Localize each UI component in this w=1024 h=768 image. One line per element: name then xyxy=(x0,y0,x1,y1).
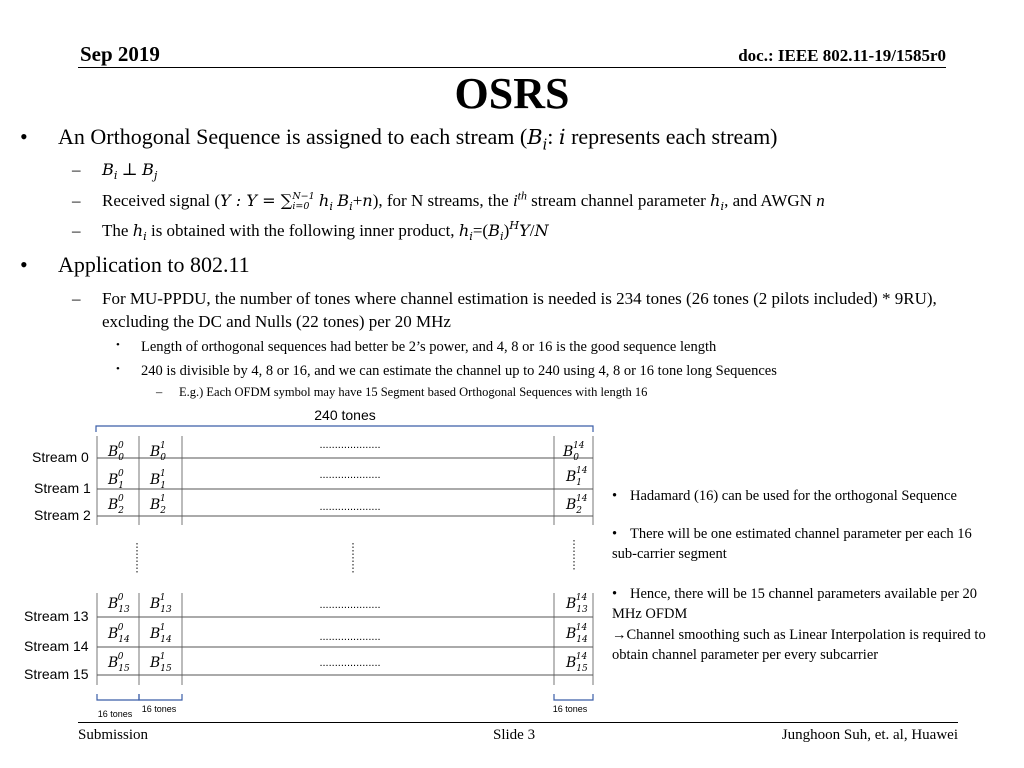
seq-b-2-14: $B_214$ xyxy=(566,494,588,516)
footer-author: Junghoon Suh, et. al, Huawei xyxy=(781,727,958,743)
header-doc-id: doc.: IEEE 802.11-19/1585r0 xyxy=(738,46,946,65)
svg-text:....................: .................... xyxy=(319,631,381,643)
label-16-tones: 16 tones xyxy=(141,704,177,714)
bottom-braces xyxy=(97,694,593,700)
label-240-tones: 240 tones xyxy=(314,407,376,423)
header-date: Sep 2019 xyxy=(80,42,160,66)
seq-b-0-0: $B_00$ xyxy=(108,441,125,463)
label-16-tones: 16 tones xyxy=(552,704,588,714)
note-hadamard: • Hadamard (16) can be used for the orthogonal Sequence xyxy=(612,488,957,504)
svg-text:....................: .................... xyxy=(319,501,381,513)
seq-b-0-1: $B_01$ xyxy=(150,441,167,463)
seq-b-0-14: $B_014$ xyxy=(563,441,585,463)
seq-b-2-1: $B_21$ xyxy=(150,494,167,516)
stream-label: Stream 13 xyxy=(24,608,89,624)
stream-label: Stream 0 xyxy=(32,449,89,465)
sub-bullet-mu-ppdu: – For MU-PPDU, the number of tones where channel estimation is needed is 234 tones (26 tones (2 pilots included) * 9RU), excluding the DC and Nulls (22 tones) per 20 MHz xyxy=(72,289,937,331)
note-channel-smoothing: →Channel smoothing such as Linear Interpolation is required to obtain channel parameter per every subcarrier xyxy=(612,627,986,663)
seq-b-13-1: $B_{13}1$ xyxy=(150,593,172,615)
note-15-parameters: • Hence, there will be 15 channel parameters available per 20 MHz OFDM xyxy=(612,586,978,622)
seq-b-14-1: $B_{14}1$ xyxy=(150,623,172,645)
top-brace xyxy=(96,426,593,432)
stream-rows xyxy=(24,439,593,682)
arrow-right-icon: → xyxy=(612,627,627,643)
note-estimated-parameter: • There will be one estimated channel parameter per each 16 sub-carrier segment xyxy=(612,526,972,562)
seq-b-15-0: $B_{15}0$ xyxy=(108,652,130,674)
footer-slide-number: Slide 3 xyxy=(493,727,536,743)
seq-b-1-14: $B_114$ xyxy=(566,466,588,488)
stream-label: Stream 1 xyxy=(34,480,91,496)
osrs-stream-diagram xyxy=(0,400,612,720)
footer-divider xyxy=(78,722,958,723)
svg-text:....................: .................... xyxy=(319,469,381,481)
svg-text:....................: .................... xyxy=(319,657,381,669)
seq-b-15-14: $B_{15}14$ xyxy=(566,652,588,674)
slide-title: OSRS xyxy=(454,69,570,118)
stream-label: Stream 15 xyxy=(24,666,89,682)
bullet-2-text: Application to 802.11 xyxy=(58,252,250,277)
seq-b-15-1: $B_{15}1$ xyxy=(150,652,172,674)
footer-submission: Submission xyxy=(78,727,149,743)
seq-b-13-0: $B_{13}0$ xyxy=(108,593,130,615)
seq-b-2-0: $B_20$ xyxy=(108,494,125,516)
stream-label: Stream 14 xyxy=(24,638,89,654)
seq-b-1-0: $B_10$ xyxy=(108,469,125,491)
label-16-tones: 16 tones xyxy=(97,709,133,719)
svg-text:....................: .................... xyxy=(319,599,381,611)
bullet-1-text: An Orthogonal Sequence is assigned to each stream ( xyxy=(58,124,528,149)
seq-b-14-0: $B_{14}0$ xyxy=(108,623,130,645)
stream-label: Stream 2 xyxy=(34,507,91,523)
seq-b-1-1: $B_11$ xyxy=(150,469,167,491)
vertical-ellipsis xyxy=(137,540,574,573)
svg-text:....................: .................... xyxy=(319,439,381,451)
seq-b-13-14: $B_{13}14$ xyxy=(566,593,588,615)
seq-b-14-14: $B_{14}14$ xyxy=(566,623,588,645)
